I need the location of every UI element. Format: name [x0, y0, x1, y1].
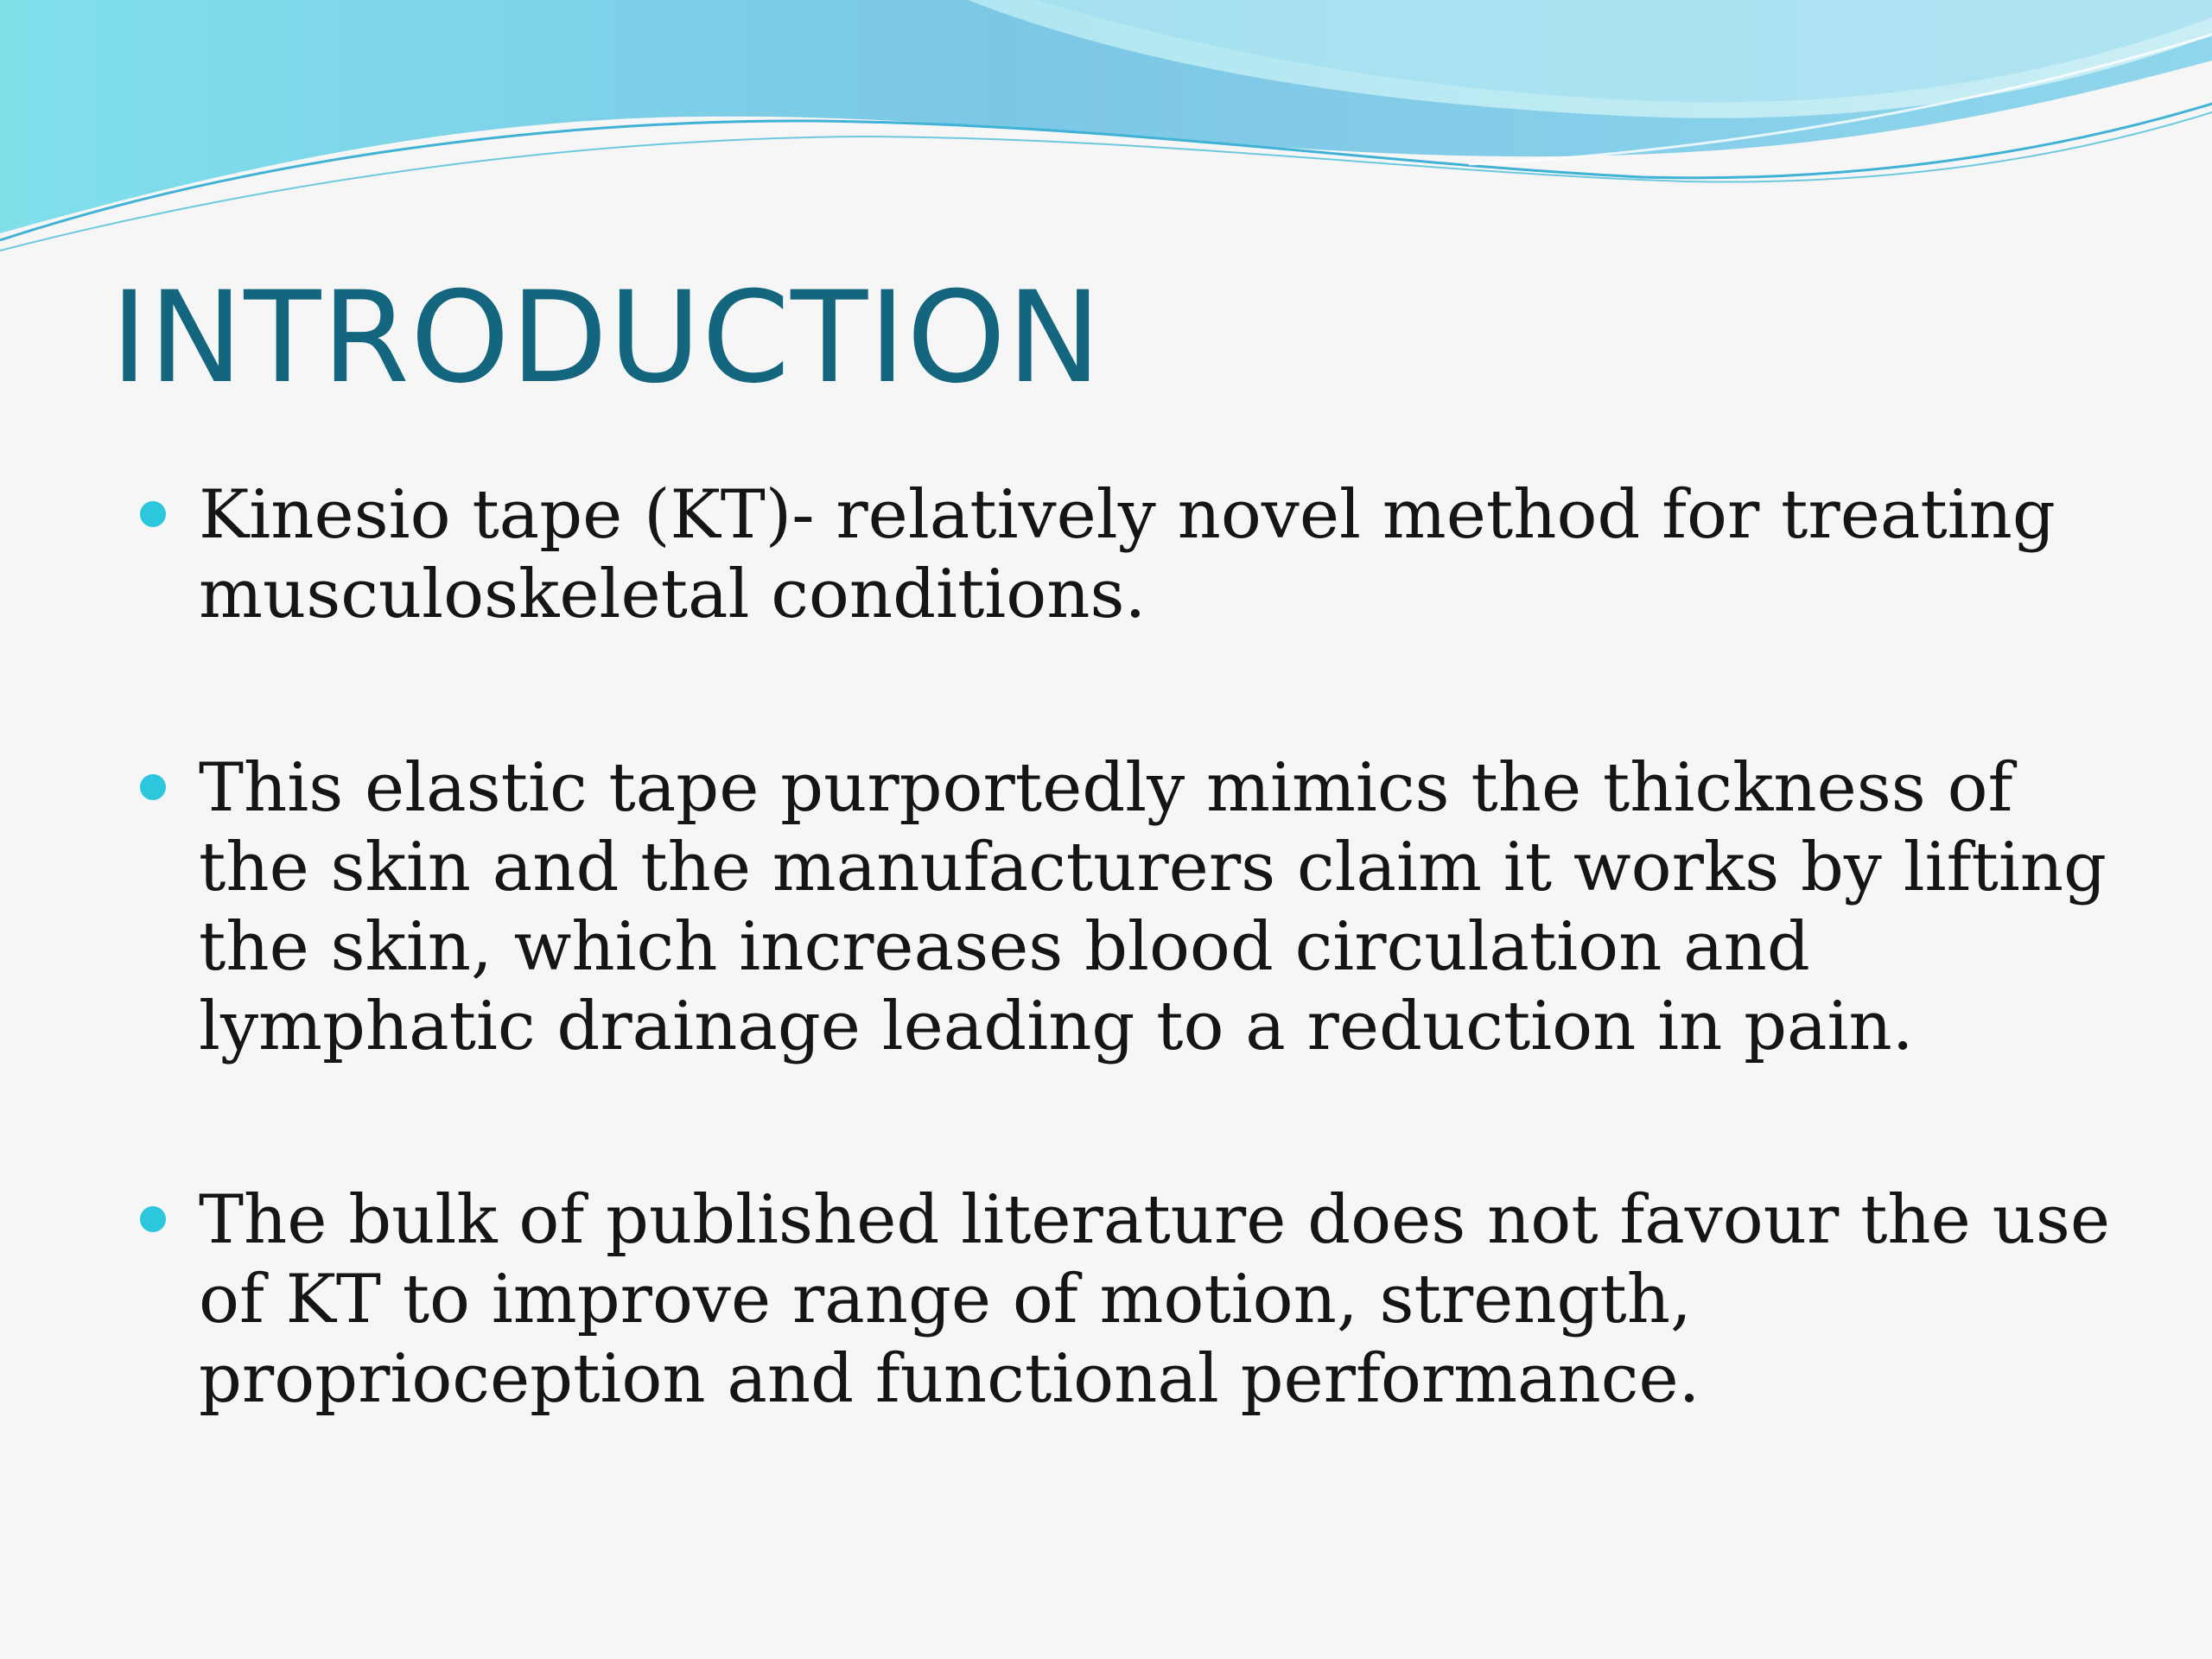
bullet-text: Kinesio tape (KT)- relatively novel method for treating musculoskeletal conditions.	[199, 476, 2056, 633]
bullet-item	[138, 748, 2126, 1066]
bullet-item	[138, 1180, 2126, 1419]
circle-bullet-icon	[140, 501, 166, 527]
header-wave-decoration	[0, 0, 2212, 259]
bullet-list	[138, 475, 2126, 1533]
bullet-text: This elastic tape purportedly mimics the thickness of the skin and the manufacturers claim it works by lifting the skin, which increases blood circulation and lymphatic drainage leading to a reduction in pain.	[199, 749, 2107, 1065]
bullet-text: The bulk of published literature does not favour the use of KT to improve range of motion, strength, proprioception and functional performance.	[199, 1181, 2111, 1418]
slide-title: INTRODUCTION	[111, 264, 1103, 411]
bullet-item	[138, 475, 2126, 634]
circle-bullet-icon	[140, 1206, 166, 1232]
circle-bullet-icon	[140, 774, 166, 800]
